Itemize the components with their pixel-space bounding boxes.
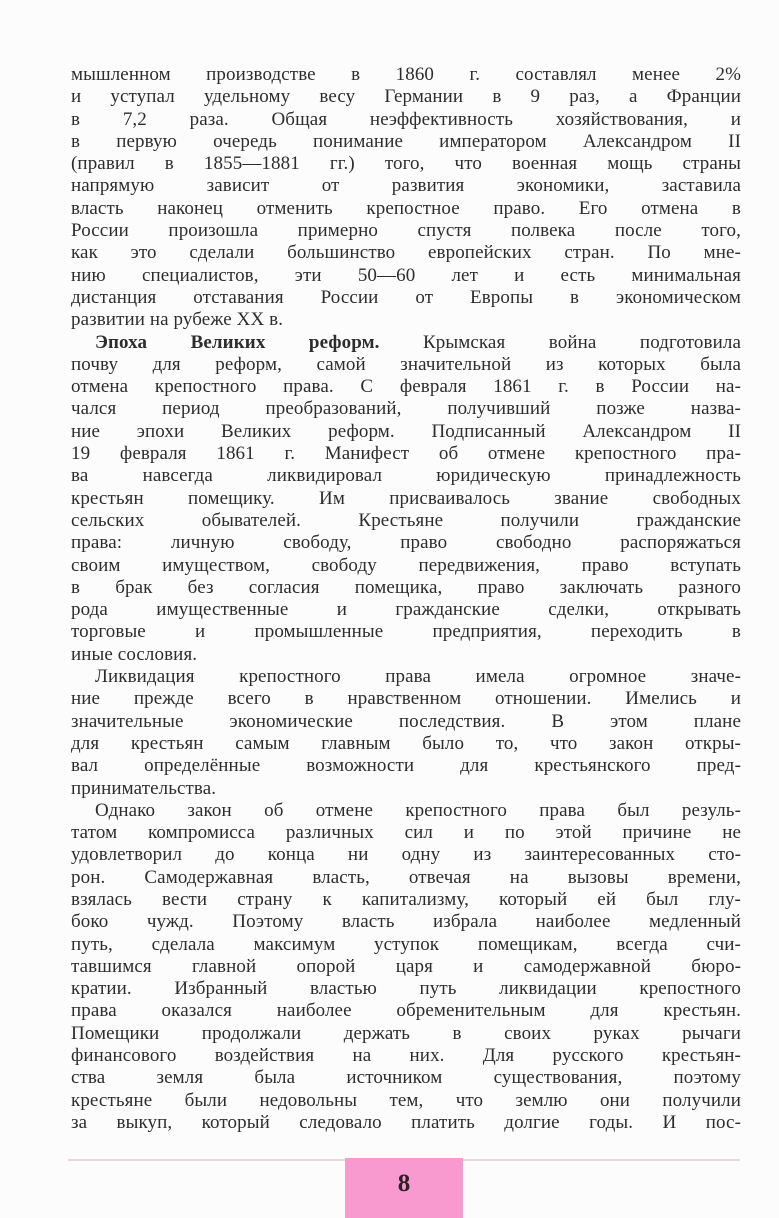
- text-line: ва навсегда ликвидировал юридическую принадлежность: [71, 465, 741, 487]
- text-line: финансового воздействия на них. Для русского крестьян-: [71, 1045, 741, 1067]
- text-line: кратии. Избранный властью путь ликвидации крепостного: [71, 978, 741, 1000]
- text-line: для крестьян самым главным было то, что закон откры-: [71, 732, 741, 754]
- text-line: как это сделали большинство европейских стран. По мне-: [71, 242, 741, 264]
- text-line: России произошла примерно спустя полвека после того,: [71, 220, 741, 242]
- text-line: путь, сделала максимум уступок помещикам, всегда счи-: [71, 933, 741, 955]
- text-line: (правил в 1855—1881 гг.) того, что военная мощь страны: [71, 153, 741, 175]
- text-line: и уступал удельному весу Германии в 9 раз, а Франции: [71, 86, 741, 108]
- text-line: Однако закон об отмене крепостного права был резуль-: [95, 799, 741, 821]
- text-line: своим имуществом, свободу передвижения, право вступать: [71, 554, 741, 576]
- text-line: боко чужд. Поэтому власть избрала наиболее медленный: [71, 911, 741, 933]
- page-number: 8: [397, 1170, 411, 1197]
- text-line: в брак без согласия помещика, право заключать разного: [71, 576, 741, 598]
- paragraph: [71, 666, 741, 800]
- text-line: власть наконец отменить крепостное право. Его отмена в: [71, 197, 741, 219]
- text-line: права: личную свободу, право свободно распоряжаться: [71, 532, 741, 554]
- text-line: татом компромисса различных сил и по этой причине не: [71, 822, 741, 844]
- section-heading: Эпоха Великих реформ.: [95, 331, 380, 353]
- text-line: за выкуп, который следовало платить долгие годы. И пос-: [71, 1111, 741, 1133]
- text-line: напрямую зависит от развития экономики, заставила: [71, 175, 741, 197]
- text-line: тавшимся главной опорой царя и самодержавной бюро-: [71, 955, 741, 977]
- text-line: вал определённые возможности для крестьянского пред-: [71, 755, 741, 777]
- text-line: развитии на рубеже XX в.: [71, 309, 284, 331]
- text-line: отмена крепостного права. С февраля 1861 г. в России на-: [71, 376, 741, 398]
- text-line: торговые и промышленные предприятия, переходить в: [71, 621, 741, 643]
- text-line: почву для реформ, самой значительной из которых была: [71, 353, 741, 375]
- paragraph: [71, 64, 741, 332]
- text-line: ние прежде всего в нравственном отношении. Имелись и: [71, 688, 741, 710]
- text-line: ние эпохи Великих реформ. Подписанный Александром II: [71, 420, 741, 442]
- text-line: принимательства.: [71, 777, 217, 799]
- text-line: взялась вести страну к капитализму, который ей был глу-: [71, 888, 741, 910]
- text-line: Помещики продолжали держать в своих руках рычаги: [71, 1022, 741, 1044]
- paragraph: [71, 332, 741, 666]
- text-line: нию специалистов, эти 50—60 лет и есть минимальная: [71, 264, 741, 286]
- text-line: дистанция отставания России от Европы в экономическом: [71, 286, 741, 308]
- text-line: иные сословия.: [71, 643, 198, 665]
- text-line: в 7,2 раза. Общая неэффективность хозяйствования, и: [71, 108, 741, 130]
- text-line: мышленном производстве в 1860 г. составлял менее 2%: [71, 64, 741, 85]
- text-block: [71, 64, 741, 1134]
- text-line: сельских обывателей. Крестьяне получили гражданские: [71, 509, 741, 531]
- text-line: чался период преобразований, получивший позже назва-: [71, 398, 741, 420]
- text-line: Ликвидация крепостного права имела огромное значе-: [95, 666, 741, 688]
- text-line: ства земля была источником существования, поэтому: [71, 1067, 741, 1089]
- text-line: Эпоха Великих реформ. Крымская война подготовила: [95, 331, 741, 353]
- text-line: в первую очередь понимание императором Александром II: [71, 130, 741, 152]
- text-line: значительные экономические последствия. В этом плане: [71, 710, 741, 732]
- text-line: 19 февраля 1861 г. Манифест об отмене крепостного пра-: [71, 443, 741, 465]
- text-line: права оказался наиболее обременительным для крестьян.: [71, 1000, 741, 1022]
- text-line: крестьяне были недовольны тем, что землю они получили: [71, 1089, 741, 1111]
- text-line: рода имущественные и гражданские сделки, открывать: [71, 599, 741, 621]
- paragraph: [71, 800, 741, 1134]
- text-line: удовлетворил до конца ни одну из заинтересованных сто-: [71, 844, 741, 866]
- text-line: рон. Самодержавная власть, отвечая на вызовы времени,: [71, 866, 741, 888]
- page-number-box: [345, 1158, 463, 1218]
- text-line: крестьян помещику. Им присваивалось звание свободных: [71, 487, 741, 509]
